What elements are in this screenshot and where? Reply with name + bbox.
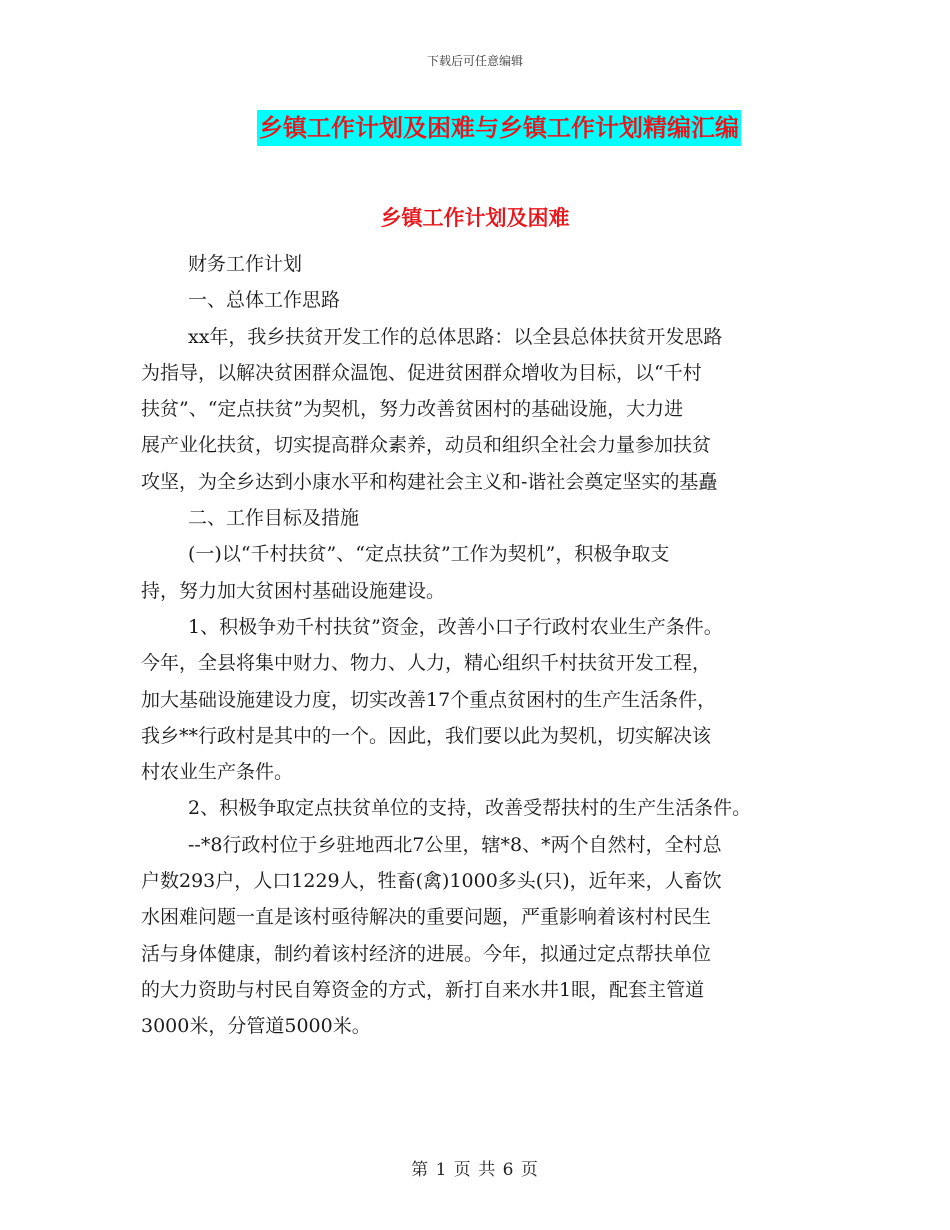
- text-line: (一)以“千村扶贫”、“定点扶贫”工作为契机”，积极争取支: [188, 543, 670, 566]
- page-number: 第 1 页 共 6 页: [411, 1160, 539, 1180]
- text-line: 扶贫”、“定点扶贫”为契机，努力改善贫困村的基础设施，大力进: [141, 398, 684, 421]
- text-line: 展产业化扶贫，切实提高群众素养，动员和组织全社会力量参加扶贫: [141, 434, 712, 457]
- text-line: 加大基础设施建设力度，切实改善17个重点贫困村的生产生活条件，: [141, 688, 717, 711]
- text-line: 持，努力加大贫困村基础设施建设。: [141, 579, 446, 602]
- text-line: 攻坚，为全乡达到小康水平和构建社会主义和-谐社会奠定坚实的基矗: [141, 470, 718, 493]
- text-line: 的大力资助与村民自筹资金的方式，新打自来水井1眼，配套主管道: [141, 978, 705, 1001]
- text-line: 财务工作计划: [188, 253, 303, 275]
- text-line: 今年，全县将集中财力、物力、人力，精心组织千村扶贫开发工程，: [141, 652, 712, 675]
- text-line: 水困难问题一直是该村亟待解决的重要问题，严重影响着该村村民生: [141, 906, 712, 929]
- text-line: 二、工作目标及措施: [188, 507, 360, 530]
- main-title-container: [0, 110, 950, 146]
- download-note: 下载后可任意编辑: [426, 54, 523, 68]
- section-title: 乡镇工作计划及困难: [380, 206, 570, 230]
- text-line: 我乡**行政村是其中的一个。因此，我们要以此为契机，切实解决该: [141, 724, 712, 747]
- text-line: 1、积极争劝千村扶贫”资金，改善小口子行政村农业生产条件。: [188, 615, 723, 638]
- main-title: 乡镇工作计划及困难与乡镇工作计划精编汇编: [257, 110, 741, 146]
- text-line: 为指导，以解决贫困群众温饱、促进贫困群众增收为目标，以“千村: [141, 361, 702, 384]
- body-text: [141, 246, 821, 1045]
- text-line: 一、总体工作思路: [188, 289, 341, 312]
- text-line: 2、积极争取定点扶贫单位的支持，改善受帮扶村的生产生活条件。: [188, 797, 752, 820]
- text-line: xx年，我乡扶贫开发工作的总体思路：以全县总体扶贫开发思路: [188, 325, 723, 348]
- text-line: --*8行政村位于乡驻地西北7公里，辖*8、*两个自然村，全村总: [188, 833, 722, 856]
- text-line: 村农业生产条件。: [141, 761, 294, 784]
- text-line: 户数293户，人口1229人，牲畜(禽)1000多头(只)，近年来，人畜饮: [141, 870, 722, 893]
- text-line: 3000米，分管道5000米。: [141, 1015, 371, 1038]
- text-line: 活与身体健康，制约着该村经济的进展。今年，拟通过定点帮扶单位: [141, 942, 712, 965]
